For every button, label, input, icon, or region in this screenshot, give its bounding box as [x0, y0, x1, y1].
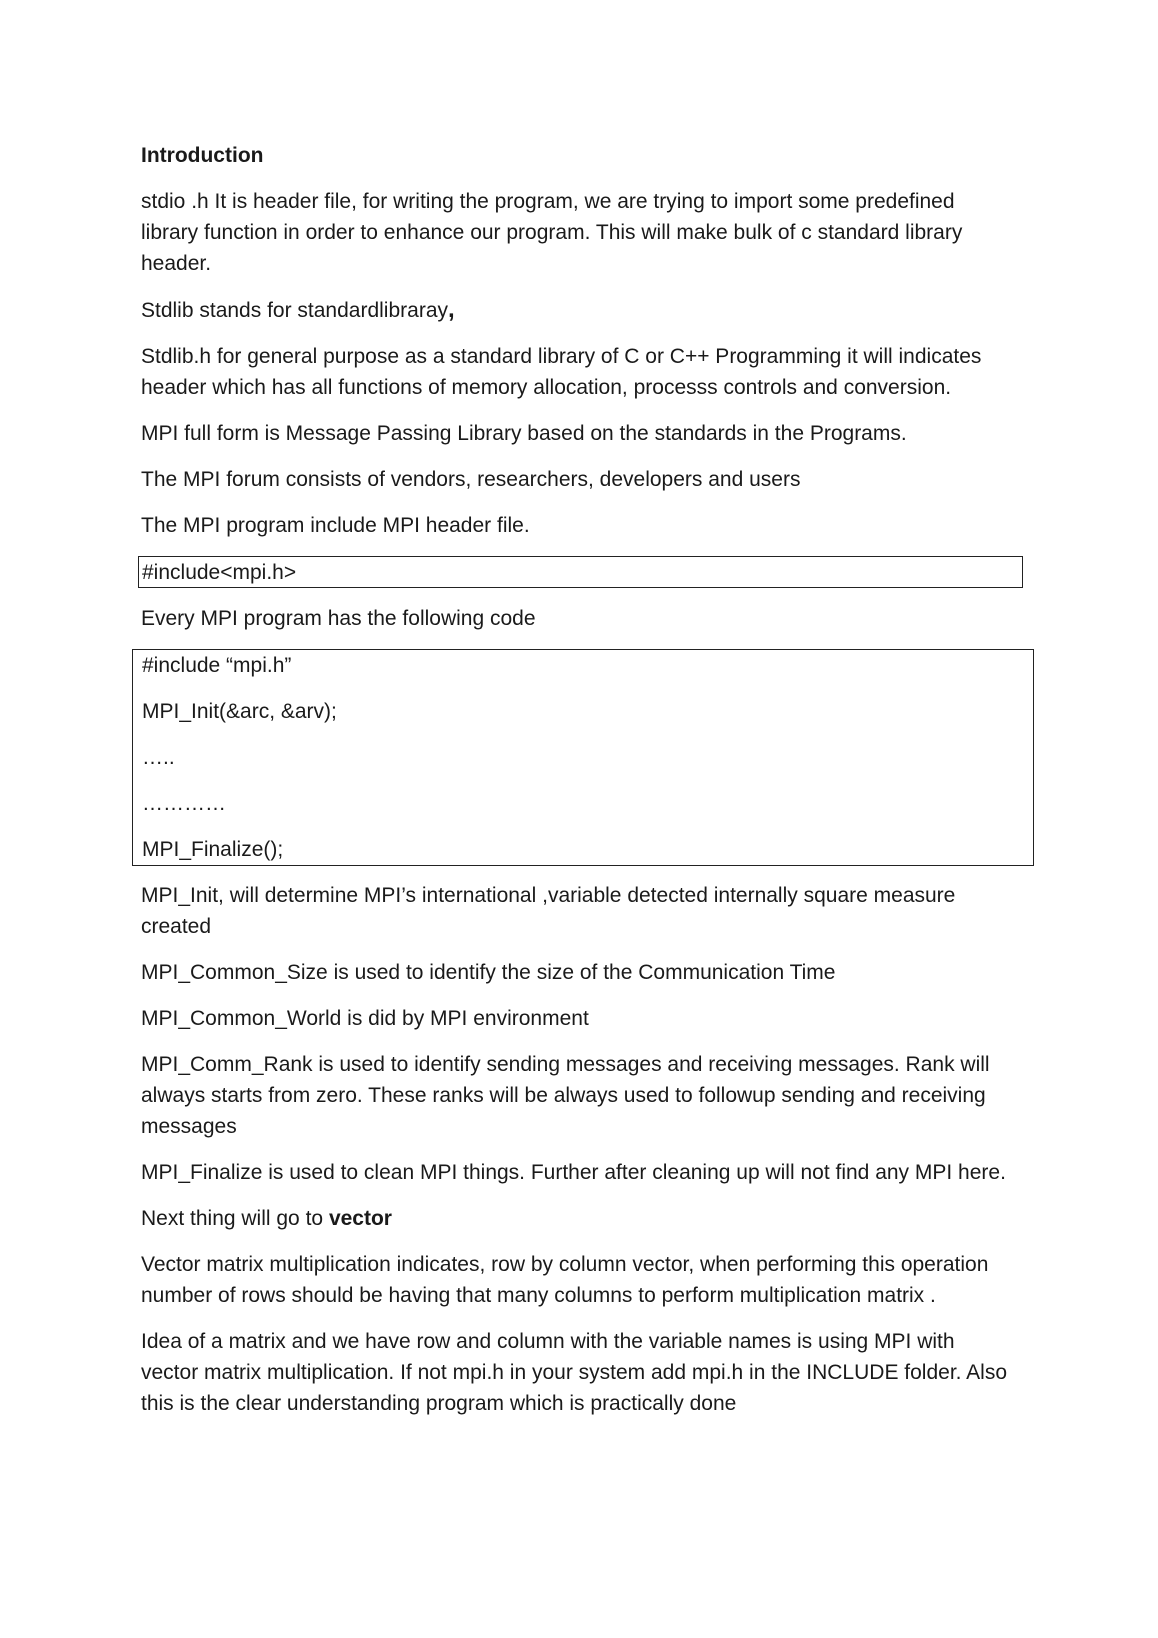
paragraph-stdlib	[141, 294, 1011, 326]
next-thing-bold: vector	[328, 1207, 392, 1230]
paragraph-vector-matrix: Vector matrix multiplication indicates, row by column vector, when performing this operation number of rows should be having that many columns to perform multiplication matrix .	[141, 1253, 989, 1307]
stdlib-text: Stdlib stands for standardlibraray	[141, 299, 448, 322]
paragraph-next-thing	[141, 1203, 1011, 1234]
code-box-mpi-skeleton	[132, 649, 1034, 866]
code-line: MPI_Init(&arc, &arv);	[142, 700, 337, 723]
paragraph-mpi-include: The MPI program include MPI header file.	[141, 514, 530, 537]
paragraph-stdio: stdio .h It is header file, for writing the program, we are trying to import some predefined library function in order to enhance our program. This will make bulk of c standard library header.	[141, 190, 963, 275]
next-thing-text: Next thing will go to	[141, 1207, 329, 1230]
paragraph-finalize: MPI_Finalize is used to clean MPI things. Further after cleaning up will not find any MPI here.	[141, 1161, 1006, 1184]
code-box-include: #include<mpi.h>	[138, 556, 1023, 588]
paragraph-every-mpi: Every MPI program has the following code	[141, 607, 536, 630]
code-line: MPI_Finalize();	[142, 838, 284, 861]
code-line: …………	[142, 792, 226, 815]
code-line: …..	[142, 746, 175, 769]
paragraph-mpi-forum: The MPI forum consists of vendors, researchers, developers and users	[141, 468, 801, 491]
paragraph-stdlib-h: Stdlib.h for general purpose as a standard library of C or C++ Programming it will indicates header which has all functions of memory allocation, processs controls and conversion.	[141, 345, 982, 399]
stdlib-comma: ,	[448, 296, 455, 323]
document-page	[141, 140, 1011, 1434]
paragraph-mpi-init: MPI_Init, will determine MPI’s international ,variable detected internally square measure created	[141, 884, 956, 938]
paragraph-comm-world: MPI_Common_World is did by MPI environment	[141, 1007, 589, 1030]
paragraph-mpi-full-form: MPI full form is Message Passing Library based on the standards in the Programs.	[141, 422, 907, 445]
paragraph-comm-size: MPI_Common_Size is used to identify the size of the Communication Time	[141, 961, 836, 984]
section-heading: Introduction	[141, 144, 264, 167]
code-line: #include “mpi.h”	[142, 654, 292, 677]
paragraph-idea: Idea of a matrix and we have row and column with the variable names is using MPI with vector matrix multiplication. If not mpi.h in your system add mpi.h in the INCLUDE folder. Also this is the clear understanding program which is practically done	[141, 1330, 1008, 1415]
paragraph-comm-rank: MPI_Comm_Rank is used to identify sending messages and receiving messages. Rank will always starts from zero. These ranks will be always used to followup sending and receiving messages	[141, 1053, 990, 1138]
